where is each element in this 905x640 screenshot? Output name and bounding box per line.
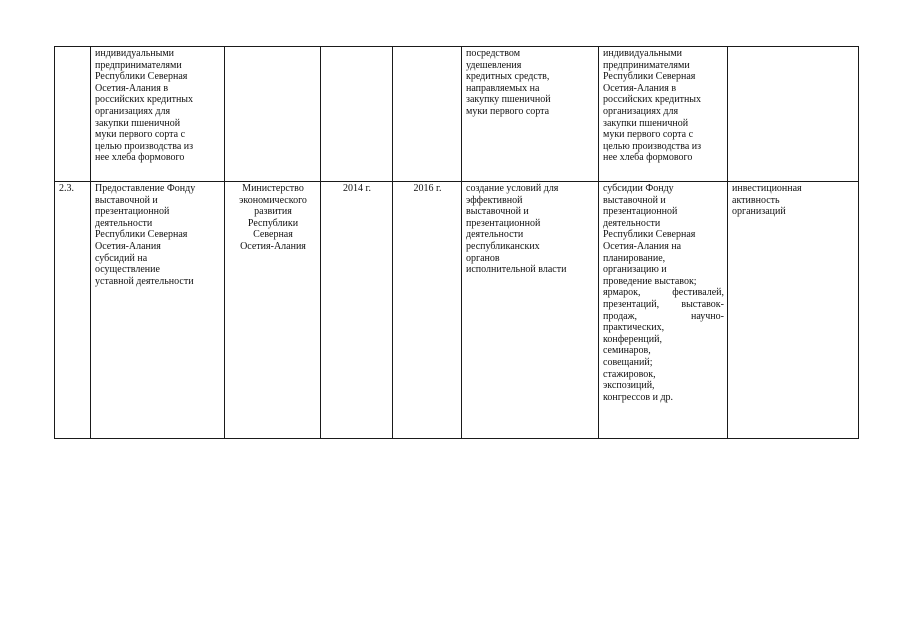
table-row [55,182,859,439]
row-number-cell: 2.3. [55,182,91,439]
executor-cell: Министерство экономического развития Республики Северная Осетия-Алания [225,182,321,439]
measure-content-cell [599,182,728,439]
indicator-cell [728,47,859,182]
expected-result-cell: посредством удешевления кредитных средств, направляемых на закупку пшеничной муки первого сорта [462,47,599,182]
measure-name-cell: индивидуальными предпринимателями Республики Северная Осетия-Алания в российских кредитных организациях для закупки пшеничной муки первого сорта с целью производства из нее хлеба формового [91,47,225,182]
measure-name-cell: Предоставление Фонду выставочной и презентационной деятельности Республики Северная Осетия-Алания субсидий на осуществление уставной деятельности [91,182,225,439]
content-part-b: ярмарок, фестивалей, [603,287,724,299]
executor-cell [225,47,321,182]
indicator-cell: инвестиционная активность организаций [728,182,859,439]
end-year-cell: 2016 г. [393,182,462,439]
row-number-cell [55,47,91,182]
start-year-cell [321,47,393,182]
table-row [55,47,859,182]
content-part-d: продаж, научно- [603,310,724,322]
content-part-a: субсидии Фонду выставочной и презентационной деятельности Республики Северная Осетия-Алания на планирование, организацию и проведение выставок; [603,183,697,287]
expected-result-cell: создание условий для эффективной выставочной и презентационной деятельности республиканских органов исполнительной власти [462,182,599,439]
end-year-cell [393,47,462,182]
content-part-e: практических, конференций, семинаров, совещаний; стажировок, экспозиций, конгрессов и др. [603,322,674,403]
program-measures-table [54,46,859,439]
start-year-cell: 2014 г. [321,182,393,439]
content-part-c: презентаций, выставок- [603,298,724,310]
measure-content-cell: индивидуальными предпринимателями Республики Северная Осетия-Алания в российских кредитных организациях для закупки пшеничной муки первого сорта с целью производства из нее хлеба формового [599,47,728,182]
